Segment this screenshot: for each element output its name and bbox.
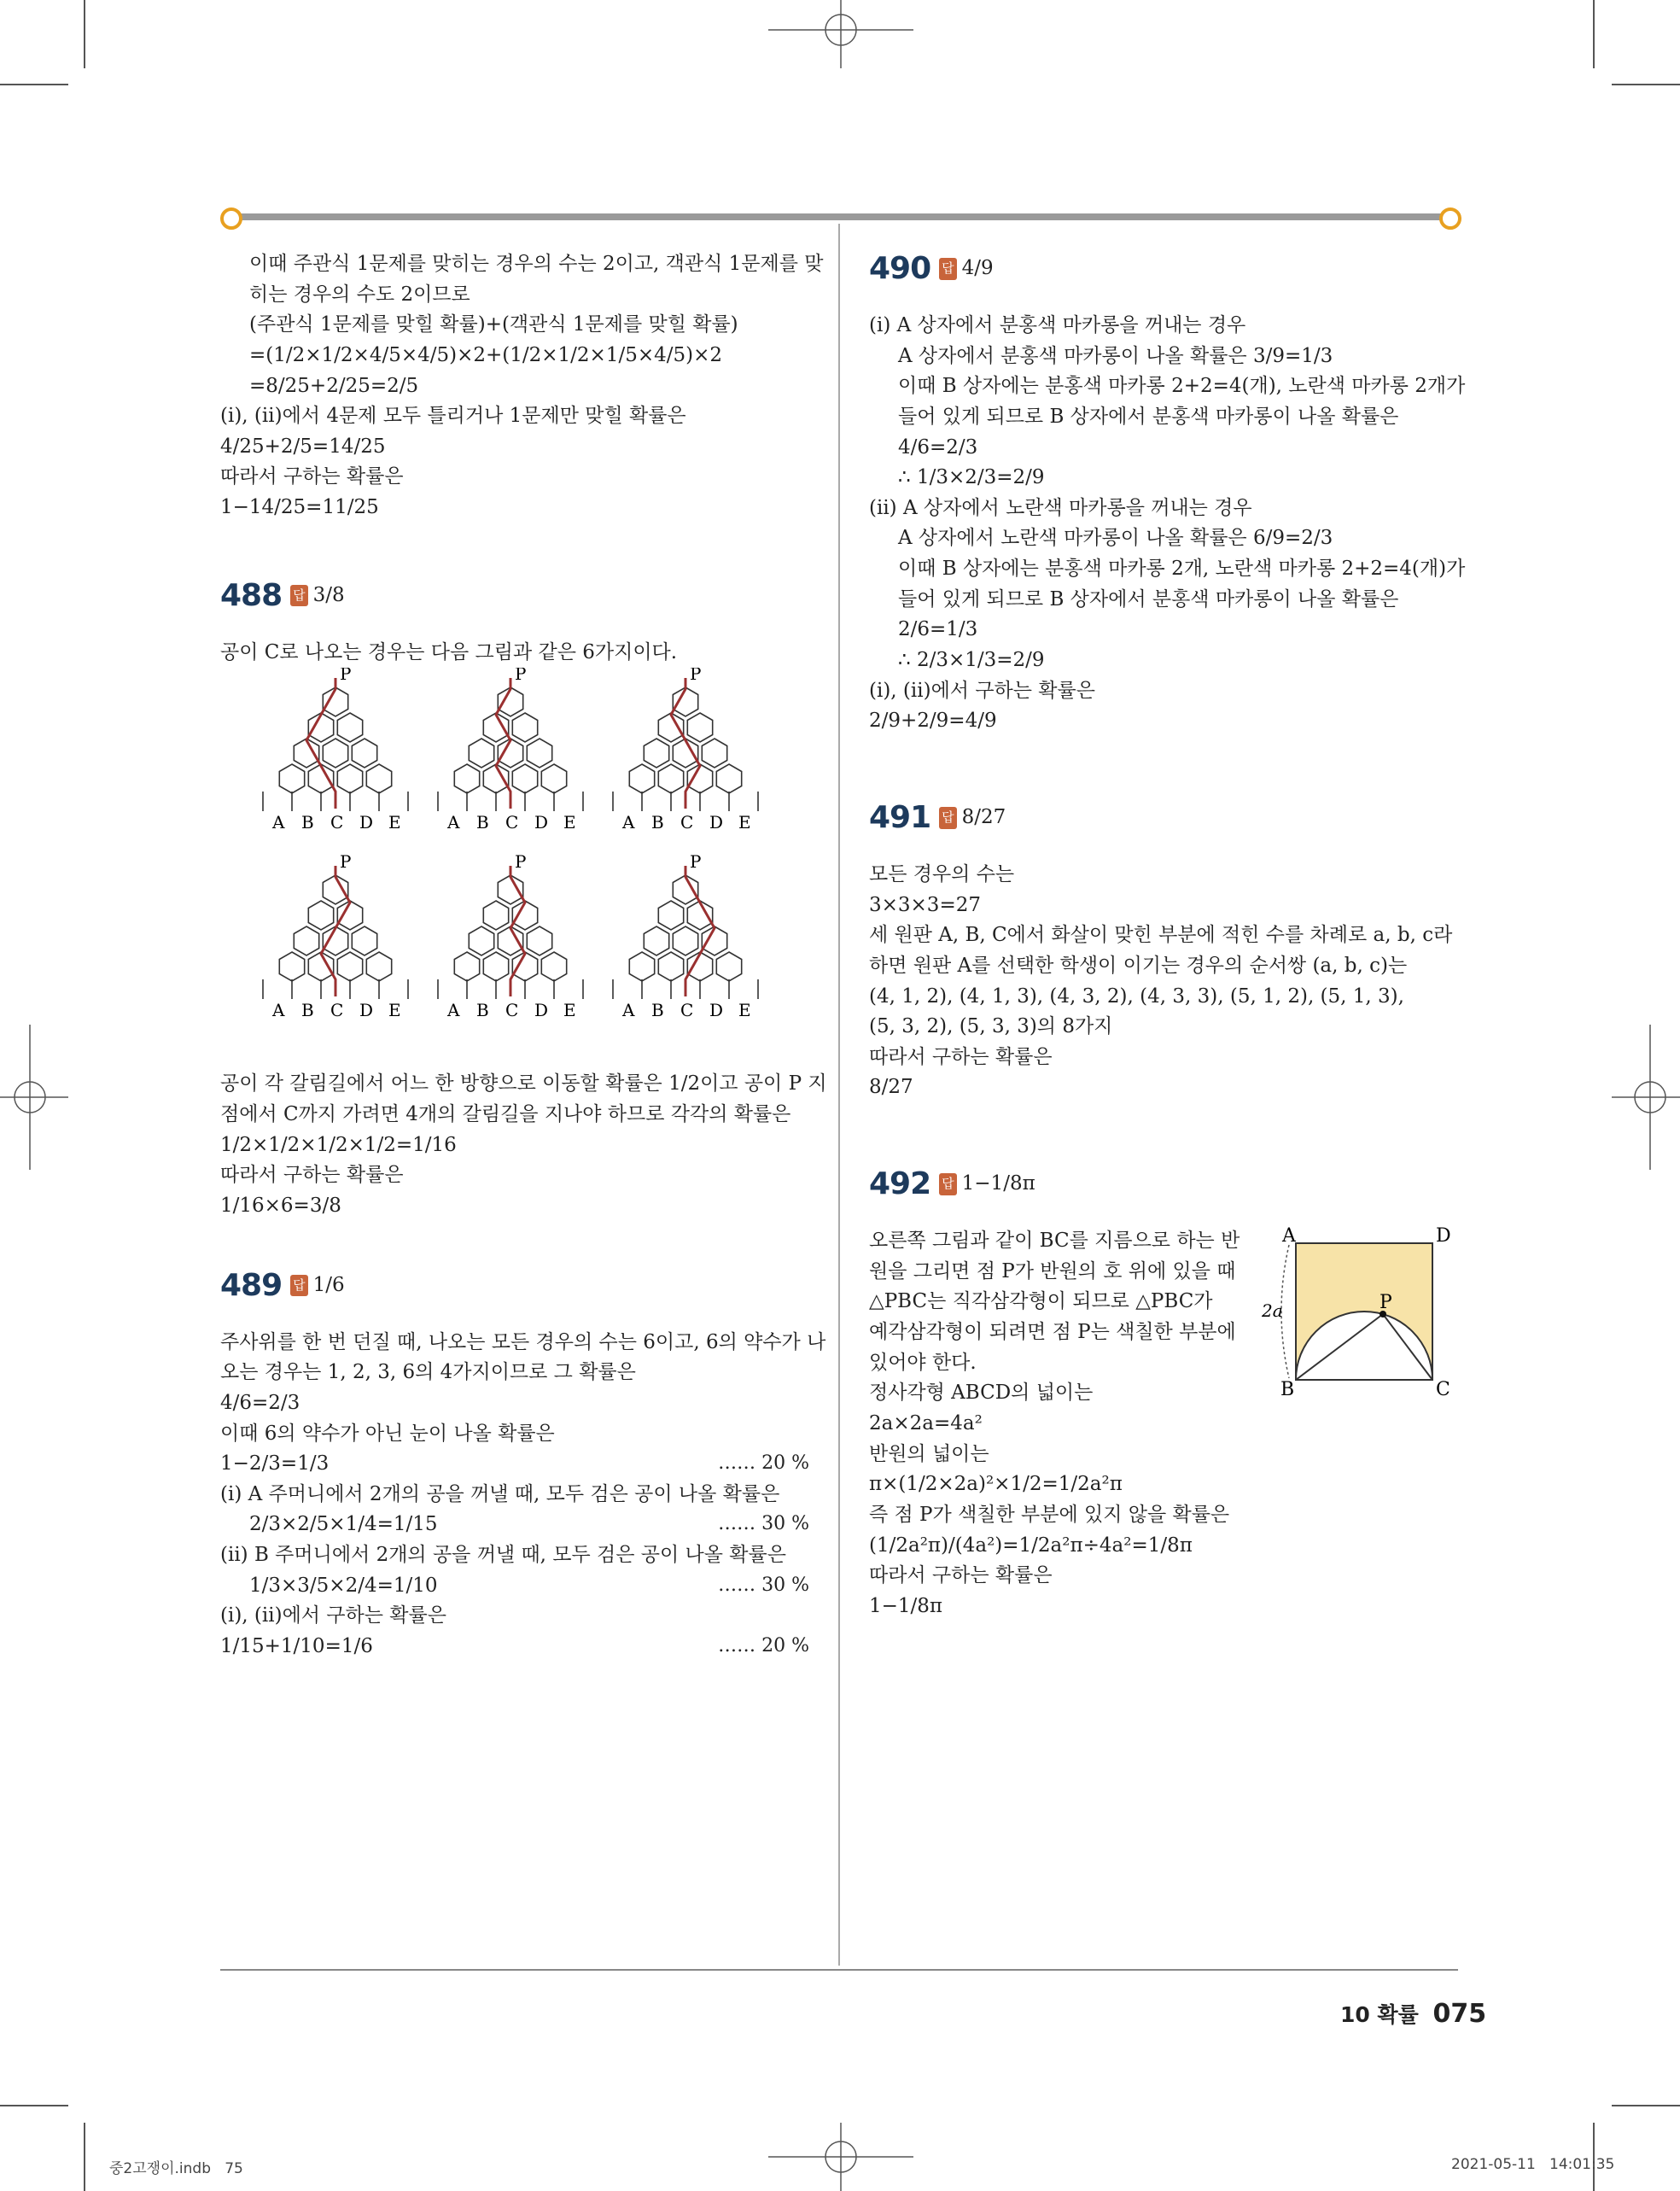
exit-label: A [447, 812, 460, 833]
hex-peg [716, 764, 741, 793]
hex-peg [483, 713, 508, 742]
text-line: 오른쪽 그림과 같이 BC를 지름으로 하는 반 [869, 1230, 1240, 1253]
hex-peg [629, 764, 654, 793]
start-label-p: P [340, 851, 352, 873]
text-line: =8/25+2/25=2/5 [249, 374, 419, 397]
text-line: π×(1/2×2a)²×1/2=1/2a²π [869, 1473, 1123, 1496]
exit-label: A [272, 1000, 285, 1021]
text-line: 원을 그리면 점 P가 반원의 호 위에 있을 때 [869, 1259, 1236, 1282]
text-line: 2/6=1/3 [898, 618, 978, 641]
hex-peg [673, 687, 697, 716]
exit-label: D [359, 812, 374, 833]
print-file-label: 중2고쟁이.indb 75 [109, 2160, 243, 2177]
text-line: 1/16×6=3/8 [220, 1194, 341, 1217]
hex-peg [483, 901, 508, 930]
hex-peg [469, 926, 493, 955]
column-divider [838, 224, 840, 1966]
answer-badge: 답 [939, 258, 957, 279]
text-line [220, 1449, 809, 1480]
text-line: 반원의 넓이는 [869, 1442, 989, 1465]
text-line: 공이 C로 나오는 경우는 다음 그림과 같은 6가지이다. [220, 640, 678, 663]
text-line: 2/9+2/9=4/9 [869, 710, 997, 733]
text-line: 오는 경우는 1, 2, 3, 6의 4가지이므로 그 확률은 [220, 1361, 636, 1384]
text-line: 히는 경우의 수도 2이므로 [249, 283, 470, 306]
math: 1/3×3/5×2/4=1/10 [249, 1574, 438, 1597]
hex-peg [498, 875, 522, 904]
hex-peg [658, 952, 683, 981]
exit-label: C [330, 812, 344, 833]
hex-peg [658, 901, 683, 930]
text-line [220, 1571, 809, 1602]
start-label-p: P [690, 851, 702, 873]
text-line: (ⅰ), (ⅱ)에서 4문제 모두 틀리거나 1문제만 맞힐 확률은 [220, 405, 686, 428]
hex-peg [512, 713, 537, 742]
question-header-489 [220, 1256, 809, 1316]
hex-peg [498, 926, 522, 955]
score-percent: …… 30 % [718, 1574, 809, 1596]
header-dot-left [220, 207, 242, 230]
text-line: 점에서 C까지 가려면 4개의 갈림길을 지나야 하므로 각각의 확률은 [220, 1103, 791, 1126]
hex-peg [483, 952, 508, 981]
question-number: 491 [869, 800, 931, 836]
label-a: A [1282, 1226, 1296, 1247]
exit-label: E [563, 812, 576, 833]
hex-peg [527, 739, 551, 768]
exit-label: B [301, 1000, 314, 1021]
math: 1/15+1/10=1/6 [220, 1635, 373, 1658]
header-rule [230, 213, 1451, 220]
question-number: 492 [869, 1166, 931, 1202]
right-column [869, 239, 1466, 1621]
exit-label: C [505, 1000, 519, 1021]
hex-peg [512, 901, 537, 930]
hex-peg [352, 739, 376, 768]
crop-mark [1612, 2105, 1680, 2106]
answer-badge: 답 [939, 1173, 957, 1195]
text-line: 이때 6의 약수가 아닌 눈이 나올 확률은 [220, 1422, 555, 1445]
hex-peg [483, 764, 508, 793]
text-line [220, 1632, 809, 1662]
start-label-p: P [340, 668, 352, 685]
text-line: 따라서 구하는 확률은 [869, 1045, 1053, 1068]
exit-label: D [709, 812, 724, 833]
pinball-figures [220, 668, 809, 1069]
hex-peg [323, 875, 347, 904]
print-datetime: 2021-05-11 14:01:35 [1451, 2156, 1615, 2173]
hex-peg [337, 901, 362, 930]
text-line [220, 1510, 809, 1540]
exit-label: C [680, 812, 694, 833]
text-line: (5, 3, 2), (5, 3, 3)의 8가지 [869, 1015, 1113, 1038]
text-line: (ⅰ) A 주머니에서 2개의 공을 꺼낼 때, 모두 검은 공이 나올 확률은 [220, 1482, 780, 1505]
exit-label: C [330, 1000, 344, 1021]
text-line: 3×3×3=27 [869, 893, 981, 916]
hex-peg [644, 739, 668, 768]
text-line: 따라서 구하는 확률은 [869, 1564, 1053, 1587]
exit-label: C [680, 1000, 694, 1021]
label-d: D [1436, 1226, 1451, 1247]
text-line: (4, 1, 2), (4, 1, 3), (4, 3, 2), (4, 3, 3), (5, 1, 2), (5, 1, 3), [869, 984, 1404, 1008]
answer-badge: 답 [939, 807, 957, 828]
hex-peg [673, 875, 697, 904]
text-line: (ⅱ) B 주머니에서 2개의 공을 꺼낼 때, 모두 검은 공이 나올 확률은 [220, 1544, 786, 1567]
hex-peg [323, 926, 347, 955]
question-number: 489 [220, 1267, 283, 1303]
label-2a: 2a [1262, 1300, 1283, 1322]
question-header-488 [220, 566, 809, 626]
score-percent: …… 20 % [718, 1635, 809, 1657]
exit-label: B [651, 1000, 664, 1021]
text-line: (주관식 1문제를 맞힐 확률)+(객관식 1문제를 맞힐 확률) [249, 313, 738, 336]
text-line: (ⅰ), (ⅱ)에서 구하는 확률은 [220, 1604, 446, 1627]
text-line: 세 원판 A, B, C에서 화살이 맞힌 부분에 적힌 수를 차례로 a, b, c라 [869, 924, 1453, 947]
hex-peg [366, 952, 391, 981]
exit-label: B [476, 812, 489, 833]
math: 2/3×2/5×1/4=1/15 [249, 1513, 438, 1536]
text-line: (ⅰ) A 상자에서 분홍색 마카롱을 꺼내는 경우 [869, 314, 1246, 336]
hex-peg [337, 764, 362, 793]
start-label-p: P [515, 668, 527, 685]
registration-mark-bottom [768, 2123, 913, 2191]
exit-label: E [738, 1000, 751, 1021]
exit-label: A [622, 1000, 635, 1021]
text-line: 하면 원판 A를 선택한 학생이 이기는 경우의 순서쌍 (a, b, c)는 [869, 954, 1408, 977]
hex-peg [469, 739, 493, 768]
hex-peg [716, 952, 741, 981]
text-line: 2a×2a=4a² [869, 1411, 983, 1434]
hex-peg [702, 739, 726, 768]
hex-peg [308, 901, 333, 930]
question-number: 490 [869, 251, 931, 287]
exit-label: D [534, 812, 549, 833]
hex-peg [366, 764, 391, 793]
text-line: 정사각형 ABCD의 넓이는 [869, 1382, 1094, 1405]
label-b: B [1280, 1379, 1295, 1401]
hex-peg [323, 739, 347, 768]
registration-mark-left [0, 1025, 68, 1170]
exit-label: E [738, 812, 751, 833]
hex-peg [498, 687, 522, 716]
math: 1−2/3=1/3 [220, 1452, 330, 1475]
hex-peg [687, 713, 712, 742]
crop-mark [84, 0, 85, 68]
exit-label: B [651, 812, 664, 833]
footer-rule [220, 1969, 1458, 1971]
hex-peg [337, 952, 362, 981]
pinball-figure [613, 668, 758, 833]
crop-mark [0, 2105, 68, 2106]
text-line: ∴ 2/3×1/3=2/9 [898, 649, 1045, 672]
text-line: 4/25+2/5=14/25 [220, 435, 386, 458]
hex-peg [498, 739, 522, 768]
hex-peg [702, 926, 726, 955]
exit-label: E [563, 1000, 576, 1021]
hex-peg [337, 713, 362, 742]
left-column [220, 249, 827, 1662]
hex-peg [323, 687, 347, 716]
pinball-figure [438, 668, 583, 833]
exit-label: A [272, 812, 285, 833]
score-percent: …… 20 % [718, 1452, 809, 1475]
hex-peg [294, 739, 318, 768]
text-line: A 상자에서 분홍색 마카롱이 나올 확률은 3/9=1/3 [898, 344, 1333, 367]
exit-label: B [476, 1000, 489, 1021]
hex-peg [527, 926, 551, 955]
text-line: △PBC는 직각삼각형이 되므로 △PBC가 [869, 1290, 1213, 1313]
pinball-figure [613, 851, 758, 1020]
text-line: 예각삼각형이 되려면 점 P는 색칠한 부분에 [869, 1321, 1236, 1344]
label-p: P [1380, 1292, 1392, 1314]
answer-value: 3/8 [312, 583, 345, 606]
header-dot-right [1439, 207, 1461, 230]
exit-label: A [622, 812, 635, 833]
crop-mark [1612, 84, 1680, 85]
hex-peg [644, 926, 668, 955]
exit-label: B [301, 812, 314, 833]
text-line: 4/6=2/3 [898, 435, 978, 459]
pinball-diagram [254, 668, 801, 1060]
exit-label: C [505, 812, 519, 833]
text-line: 들어 있게 되므로 B 상자에서 분홍색 마카롱이 나올 확률은 [898, 587, 1399, 611]
hex-peg [673, 926, 697, 955]
question-header-492 [869, 1154, 1458, 1214]
answer-badge: 답 [290, 585, 308, 606]
crop-mark [0, 84, 68, 85]
hex-peg [512, 952, 537, 981]
pinball-figure [438, 851, 583, 1020]
hex-peg [687, 952, 712, 981]
q492-body [869, 1226, 1458, 1621]
answer-value: 1/6 [312, 1273, 345, 1296]
exit-label: E [388, 1000, 401, 1021]
hex-peg [673, 739, 697, 768]
crop-mark [84, 2123, 85, 2191]
answer-value: 1−1/8π [961, 1172, 1035, 1195]
text-line: A 상자에서 노란색 마카롱이 나올 확률은 6/9=2/3 [898, 527, 1333, 550]
hex-peg [308, 764, 333, 793]
hex-peg [658, 764, 683, 793]
text-line: 8/27 [869, 1076, 913, 1099]
hex-peg [687, 764, 712, 793]
text-line: 공이 각 갈림길에서 어느 한 방향으로 이동할 확률은 1/2이고 공이 P 지 [220, 1072, 827, 1096]
text-line: 1−1/8π [869, 1594, 943, 1617]
answer-value: 8/27 [961, 806, 1006, 829]
text-line: (1/2a²π)/(4a²)=1/2a²π÷4a²=1/8π [869, 1534, 1193, 1557]
hex-peg [294, 926, 318, 955]
hex-peg [629, 952, 654, 981]
hex-peg [541, 952, 566, 981]
text-line: 즉 점 P가 색칠한 부분에 있지 않을 확률은 [869, 1503, 1230, 1526]
text-line: (ⅰ), (ⅱ)에서 구하는 확률은 [869, 679, 1095, 702]
text-line: 들어 있게 되므로 B 상자에서 분홍색 마카롱이 나올 확률은 [898, 405, 1399, 428]
registration-mark-top [768, 0, 913, 68]
pinball-figure [263, 668, 408, 833]
hex-peg [454, 952, 479, 981]
hex-peg [541, 764, 566, 793]
hex-peg [352, 926, 376, 955]
label-c: C [1436, 1379, 1450, 1401]
exit-label: D [709, 1000, 724, 1021]
exit-label: D [534, 1000, 549, 1021]
text-line: ∴ 1/3×2/3=2/9 [898, 466, 1045, 489]
text-line: (ⅱ) A 상자에서 노란색 마카롱을 꺼내는 경우 [869, 496, 1252, 519]
pinball-figure [263, 851, 408, 1020]
hex-peg [687, 901, 712, 930]
text-line: =(1/2×1/2×4/5×4/5)×2+(1/2×1/2×1/5×4/5)×2 [249, 343, 722, 366]
exit-label: A [447, 1000, 460, 1021]
hex-peg [279, 764, 304, 793]
text-line: 모든 경우의 수는 [869, 862, 1015, 885]
chapter-footer [1340, 1998, 1486, 2029]
answer-badge: 답 [290, 1275, 308, 1296]
text-line: 이때 주관식 1문제를 맞히는 경우의 수는 2이고, 객관식 1문제를 맞 [249, 253, 824, 275]
page-number: 075 [1432, 1999, 1487, 2029]
text-line: 1−14/25=11/25 [220, 496, 379, 519]
square-semicircle-figure [1262, 1226, 1458, 1405]
hex-peg [279, 952, 304, 981]
text-line: 따라서 구하는 확률은 [220, 465, 404, 488]
text-line: 이때 B 상자에는 분홍색 마카롱 2+2=4(개), 노란색 마카롱 2개가 [898, 375, 1466, 398]
chapter-label: 10 확률 [1340, 2002, 1419, 2027]
exit-label: D [359, 1000, 374, 1021]
text-line: 4/6=2/3 [220, 1391, 300, 1414]
question-number: 488 [220, 577, 283, 613]
hex-peg [308, 713, 333, 742]
registration-mark-right [1612, 1025, 1680, 1170]
start-label-p: P [515, 851, 527, 873]
hex-peg [512, 764, 537, 793]
text-line: 따라서 구하는 확률은 [220, 1164, 404, 1187]
hex-peg [308, 952, 333, 981]
question-header-490 [869, 239, 1458, 299]
text-line: 1/2×1/2×1/2×1/2=1/16 [220, 1133, 457, 1156]
question-header-491 [869, 788, 1458, 848]
answer-value: 4/9 [961, 257, 994, 280]
hex-peg [658, 713, 683, 742]
exit-label: E [388, 812, 401, 833]
text-line: 있어야 한다. [869, 1351, 977, 1374]
hex-peg [454, 764, 479, 793]
start-label-p: P [690, 668, 702, 685]
crop-mark [1593, 0, 1595, 68]
text-line: 주사위를 한 번 던질 때, 나오는 모든 경우의 수는 6이고, 6의 약수가 나 [220, 1330, 826, 1353]
text-line: 이때 B 상자에는 분홍색 마카롱 2개, 노란색 마카롱 2+2=4(개)가 [898, 558, 1466, 581]
score-percent: …… 30 % [718, 1513, 809, 1535]
